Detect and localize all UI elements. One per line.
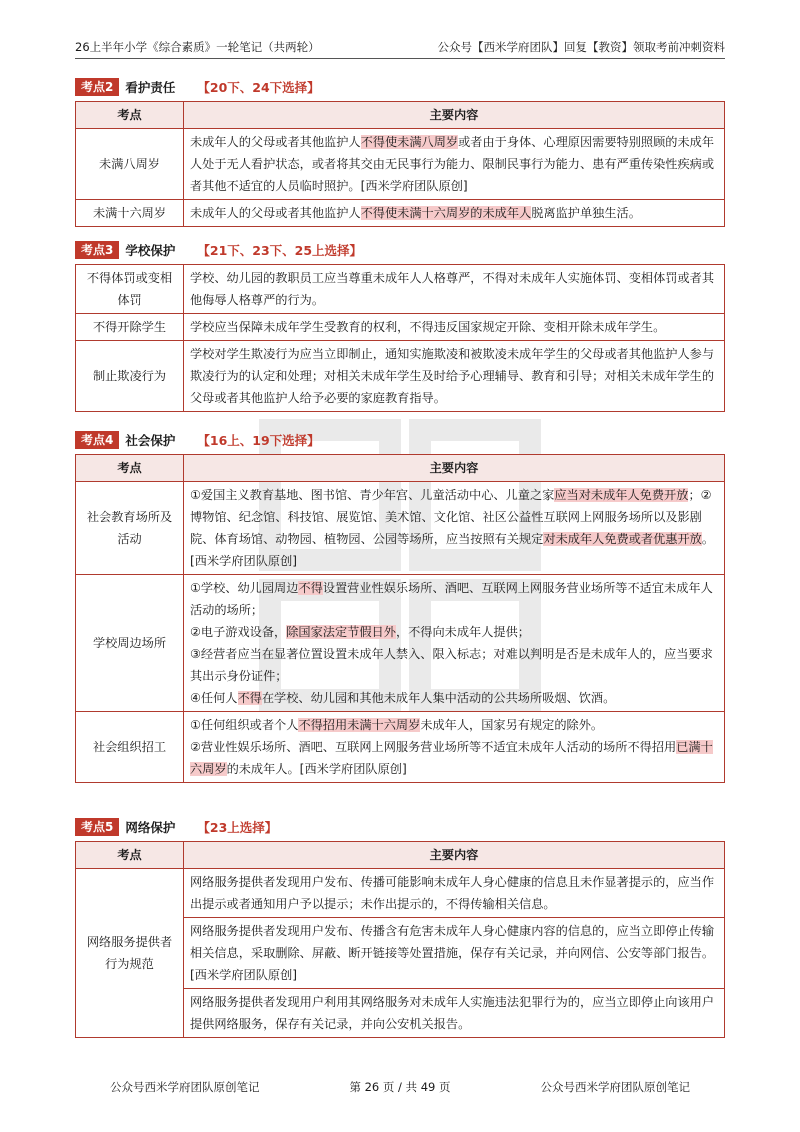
table-row: 不得开除学生 学校应当保障未成年学生受教育的权利，不得违反国家规定开除、变相开除未成年学生。 bbox=[76, 314, 725, 341]
section-exam: 【16上、19下选择】 bbox=[197, 433, 320, 448]
table-kaodian-3 bbox=[75, 264, 725, 412]
col-header: 考点 bbox=[76, 455, 184, 482]
col-header: 考点 bbox=[76, 102, 184, 129]
table-row: 网络服务提供者发现用户利用其网络服务对未成年人实施违法犯罪行为的，应当立即停止向该用户提供网络服务，保存有关记录，并向公安机关报告。 bbox=[76, 989, 725, 1038]
table-row: 未满八周岁 未成年人的父母或者其他监护人不得使未满八周岁或者由于身体、心理原因需要特别照顾的未成年人处于无人看护状态，或者将其交由无民事行为能力、限制民事行为能力、患有严重传染性疾病或者其他不适宜的人员临时照护。[西米学府团队原创] bbox=[76, 129, 725, 200]
table-row: 不得体罚或变相体罚 学校、幼儿园的教职员工应当尊重未成年人人格尊严，不得对未成年人实施体罚、变相体罚或者其他侮辱人格尊严的行为。 bbox=[76, 265, 725, 314]
table-kaodian-5 bbox=[75, 841, 725, 1038]
col-header: 考点 bbox=[76, 842, 184, 869]
col-header: 主要内容 bbox=[184, 102, 725, 129]
section-kaodian-2 bbox=[75, 77, 725, 227]
table-row: 社会组织招工 ①任何组织或者个人不得招用未满十六周岁未成年人，国家另有规定的除外。 ②营业性娱乐场所、酒吧、互联网上网服务营业场所等不适宜未成年人活动的场所不得招用已满十六周岁的未成年人。[西米学府团队原创] bbox=[76, 712, 725, 783]
section-tag: 考点4 bbox=[75, 431, 119, 449]
section-tag: 考点2 bbox=[75, 78, 119, 96]
section-title: 网络保护 bbox=[125, 820, 176, 835]
page-header bbox=[75, 38, 725, 59]
table-row: 网络服务提供者发现用户发布、传播含有危害未成年人身心健康内容的信息的，应当立即停止传输相关信息，采取删除、屏蔽、断开链接等处置措施，保存有关记录，并向网信、公安等部门报告。[西米学府团队原创] bbox=[76, 918, 725, 989]
col-header: 主要内容 bbox=[184, 455, 725, 482]
section-exam: 【20下、24下选择】 bbox=[197, 80, 320, 95]
table-kaodian-2 bbox=[75, 101, 725, 227]
section-kaodian-5 bbox=[75, 817, 725, 1038]
section-exam: 【21下、23下、25上选择】 bbox=[197, 243, 363, 258]
footer-right: 公众号西米学府团队原创笔记 bbox=[540, 1080, 690, 1094]
col-header: 主要内容 bbox=[184, 842, 725, 869]
table-row: 未满十六周岁 未成年人的父母或者其他监护人不得使未满十六周岁的未成年人脱离监护单独生活。 bbox=[76, 200, 725, 227]
table-row: 学校周边场所 ①学校、幼儿园周边不得设置营业性娱乐场所、酒吧、互联网上网服务营业场所等不适宜未成年人活动的场所； ②电子游戏设备，除国家法定节假日外，不得向未成年人提供； ③经营者应当在显著位置设置未成年人禁入、限入标志；对难以判明是否是未成年人的，应当要求其出示身份证件； ④任何人不得在学校、幼儿园和其他未成年人集中活动的公共场所吸烟、饮酒。 bbox=[76, 575, 725, 712]
header-right: 公众号【西米学府团队】回复【教资】领取考前冲刺资料 bbox=[437, 40, 725, 54]
table-kaodian-4 bbox=[75, 454, 725, 783]
section-tag: 考点3 bbox=[75, 241, 119, 259]
header-left: 26上半年小学《综合素质》一轮笔记（共两轮） bbox=[75, 40, 320, 54]
section-title: 看护责任 bbox=[125, 80, 176, 95]
table-row: 网络服务提供者行为规范 网络服务提供者发现用户发布、传播可能影响未成年人身心健康的信息且未作显著提示的，应当作出提示或者通知用户予以提示；未作出提示的，不得传输相关信息。 bbox=[76, 869, 725, 918]
section-title: 学校保护 bbox=[125, 243, 176, 258]
section-title: 社会保护 bbox=[125, 433, 176, 448]
table-row: 制止欺凌行为 学校对学生欺凌行为应当立即制止，通知实施欺凌和被欺凌未成年学生的父母或者其他监护人参与欺凌行为的认定和处理；对相关未成年学生及时给予心理辅导、教育和引导；对相关未成年学生的父母或者其他监护人给予必要的家庭教育指导。 bbox=[76, 341, 725, 412]
section-tag: 考点5 bbox=[75, 818, 119, 836]
table-row: 社会教育场所及活动 ①爱国主义教育基地、图书馆、青少年宫、儿童活动中心、儿童之家应当对未成年人免费开放；②博物馆、纪念馆、科技馆、展览馆、美术馆、文化馆、社区公益性互联网上网服务场所以及影剧院、体育场馆、动物园、植物园、公园等场所，应当按照有关规定对未成年人免费或者优惠开放。[西米学府团队原创] bbox=[76, 482, 725, 575]
section-kaodian-3 bbox=[75, 240, 725, 412]
page-footer bbox=[110, 1079, 690, 1095]
section-kaodian-4 bbox=[75, 430, 725, 783]
section-exam: 【23上选择】 bbox=[197, 820, 278, 835]
page-number: 第 26 页 / 共 49 页 bbox=[349, 1080, 451, 1094]
footer-left: 公众号西米学府团队原创笔记 bbox=[110, 1080, 260, 1094]
